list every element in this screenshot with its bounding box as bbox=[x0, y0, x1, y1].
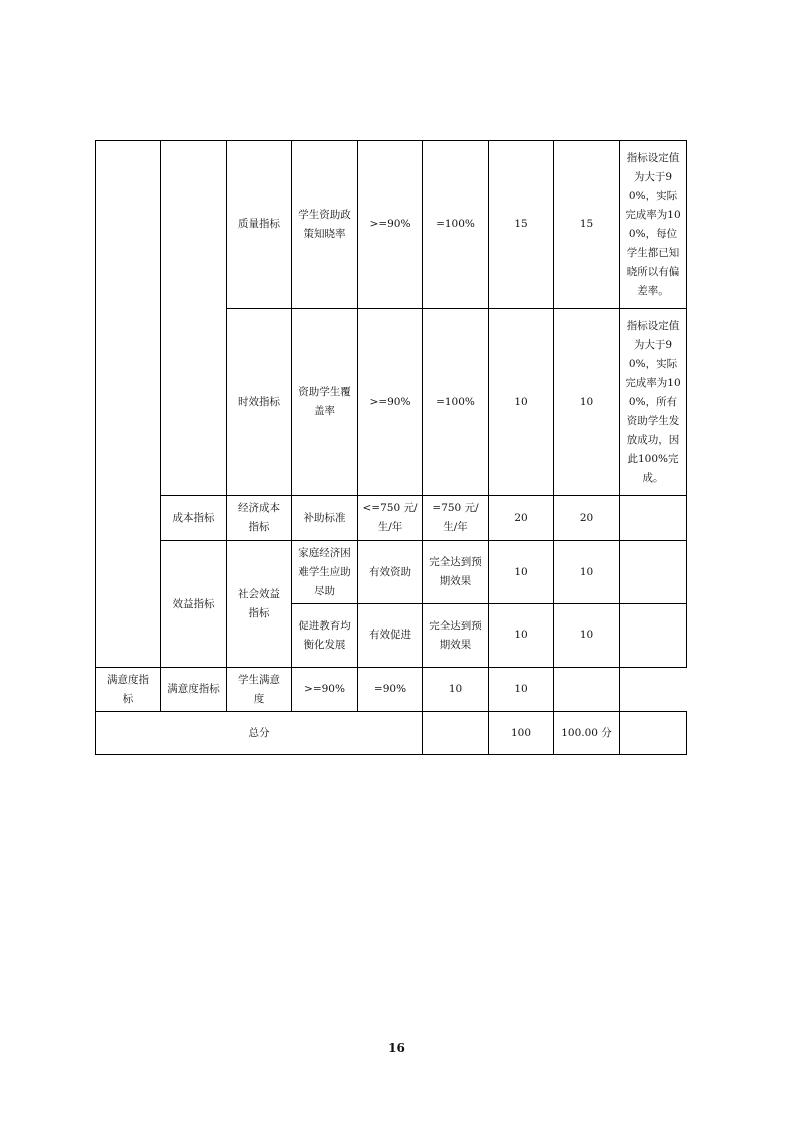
score-cell: 10 bbox=[554, 541, 620, 604]
target-value-cell: <=750 元/生/年 bbox=[358, 496, 423, 541]
third-level-indicator-cell: 经济成本指标 bbox=[227, 496, 292, 541]
indicator-item-cell: 资助学生覆盖率 bbox=[292, 309, 358, 496]
weight-cell: 10 bbox=[423, 668, 489, 712]
total-score-cell: 100.00 分 bbox=[554, 712, 620, 755]
deviation-note-cell bbox=[554, 668, 620, 712]
table-row-total bbox=[96, 712, 687, 755]
indicator-item-cell: 学生资助政策知晓率 bbox=[292, 141, 358, 309]
score-cell: 10 bbox=[489, 668, 554, 712]
deviation-note-cell bbox=[620, 496, 687, 541]
target-value-cell: >=90% bbox=[358, 309, 423, 496]
weight-cell: 10 bbox=[489, 604, 554, 668]
second-level-indicator-cell: 满意度指标 bbox=[96, 668, 161, 712]
score-cell: 20 bbox=[554, 496, 620, 541]
deviation-note-cell: 指标设定值为大于90%，实际完成率为100%，所有资助学生发放成功，因此100%完成。 bbox=[620, 309, 687, 496]
score-cell: 10 bbox=[554, 604, 620, 668]
actual-value-cell: =750 元/生/年 bbox=[423, 496, 489, 541]
actual-value-cell: 完全达到预期效果 bbox=[423, 541, 489, 604]
second-level-indicator-cell: 成本指标 bbox=[161, 496, 227, 541]
indicator-item-cell: 促进教育均衡化发展 bbox=[292, 604, 358, 668]
actual-value-cell: =100% bbox=[423, 141, 489, 309]
score-cell: 10 bbox=[554, 309, 620, 496]
deviation-note-cell bbox=[620, 541, 687, 604]
table-row-quality bbox=[96, 141, 687, 309]
target-value-cell: 有效资助 bbox=[358, 541, 423, 604]
second-level-indicator-cell bbox=[161, 141, 227, 496]
table-row-satisfaction bbox=[96, 668, 687, 712]
total-empty-cell bbox=[423, 712, 489, 755]
total-label-cell: 总分 bbox=[96, 712, 423, 755]
score-cell: 15 bbox=[554, 141, 620, 309]
second-level-indicator-cell: 效益指标 bbox=[161, 541, 227, 668]
indicator-item-cell: 家庭经济困难学生应助尽助 bbox=[292, 541, 358, 604]
indicator-item-cell: 补助标准 bbox=[292, 496, 358, 541]
target-value-cell: >=90% bbox=[292, 668, 358, 712]
deviation-note-cell: 指标设定值为大于90%，实际完成率为100%，每位学生都已知晓所以有偏差率。 bbox=[620, 141, 687, 309]
actual-value-cell: =100% bbox=[423, 309, 489, 496]
target-value-cell: >=90% bbox=[358, 141, 423, 309]
total-weight-cell: 100 bbox=[489, 712, 554, 755]
weight-cell: 10 bbox=[489, 309, 554, 496]
actual-value-cell: =90% bbox=[358, 668, 423, 712]
third-level-indicator-cell: 质量指标 bbox=[227, 141, 292, 309]
third-level-indicator-cell: 社会效益指标 bbox=[227, 541, 292, 668]
total-note-cell bbox=[620, 712, 687, 755]
indicator-item-cell: 学生满意度 bbox=[227, 668, 292, 712]
weight-cell: 20 bbox=[489, 496, 554, 541]
actual-value-cell: 完全达到预期效果 bbox=[423, 604, 489, 668]
performance-indicator-table bbox=[95, 140, 687, 755]
deviation-note-cell bbox=[620, 604, 687, 668]
table-row-benefit-1 bbox=[96, 541, 687, 604]
target-value-cell: 有效促进 bbox=[358, 604, 423, 668]
third-level-indicator-cell: 满意度指标 bbox=[161, 668, 227, 712]
third-level-indicator-cell: 时效指标 bbox=[227, 309, 292, 496]
weight-cell: 10 bbox=[489, 541, 554, 604]
table-row-cost bbox=[96, 496, 687, 541]
weight-cell: 15 bbox=[489, 141, 554, 309]
first-level-indicator-cell bbox=[96, 141, 161, 668]
page-number: 16 bbox=[388, 1041, 405, 1055]
